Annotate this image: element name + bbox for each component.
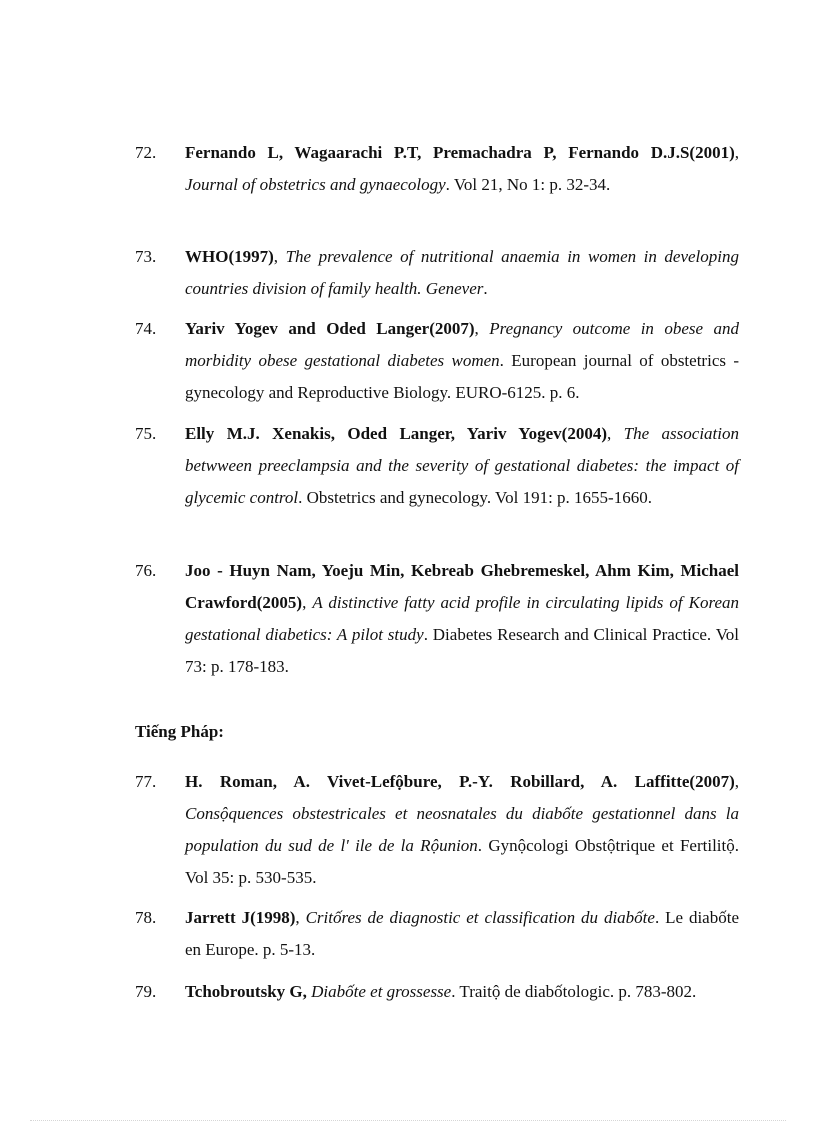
reference-source: . xyxy=(483,279,488,298)
reference-entry xyxy=(135,137,739,201)
reference-separator: , xyxy=(734,772,739,791)
reference-entry xyxy=(135,976,739,1008)
reference-body xyxy=(185,313,739,409)
reference-title: Journal of obstetrics and gynaecology xyxy=(185,175,446,194)
reference-body xyxy=(185,418,739,514)
reference-authors: H. Roman, A. Vivet-Lefộbure, P.-Y. Robillard, A. Laffitte(2007) xyxy=(185,772,735,791)
reference-body xyxy=(185,555,739,683)
reference-title: Consộquences obstestricales et neosnatales du diabốte gestationnel dans la population du sud de l' ile de la Rộunion xyxy=(185,804,739,855)
reference-number: 77. xyxy=(135,772,157,791)
reference-separator: , xyxy=(734,143,739,162)
reference-authors: Tchobroutsky G, xyxy=(185,982,307,1001)
reference-authors: Elly M.J. Xenakis, Oded Langer, Yariv Yogev(2004) xyxy=(185,424,607,443)
reference-authors: Joo - Huyn Nam, Yoeju Min, Kebreab Ghebremeskel, Ahm Kim, Michael Crawford(2005) xyxy=(185,561,739,612)
reference-title: A distinctive fatty acid profile in circulating lipids of Korean gestational diabetics: A pilot study xyxy=(185,593,739,644)
reference-number: 76. xyxy=(135,561,157,580)
reference-source: . European journal of obstetrics - gynecology and Reproductive Biology. EURO-6125. p. 6. xyxy=(185,351,740,402)
reference-separator: , xyxy=(273,247,286,266)
reference-title: Critốres de diagnostic et classification du diabốte xyxy=(305,908,655,927)
reference-entry xyxy=(135,555,739,683)
reference-source: . Vol 21, No 1: p. 32-34. xyxy=(445,175,611,194)
reference-body xyxy=(185,902,739,966)
reference-entry xyxy=(135,241,739,305)
reference-source: . Traitộ de diabốtologic. p. 783-802. xyxy=(451,982,697,1001)
reference-source: . Obstetrics and gynecology. Vol 191: p. 1655-1660. xyxy=(298,488,652,507)
reference-body xyxy=(185,766,739,894)
reference-number: 72. xyxy=(135,143,157,162)
reference-entry xyxy=(135,418,739,514)
reference-entry xyxy=(135,313,739,409)
reference-separator: , xyxy=(474,319,490,338)
reference-title: Pregnancy outcome in obese and morbidity obese gestational diabetes women xyxy=(185,319,740,370)
reference-body xyxy=(185,241,739,305)
reference-authors: WHO(1997) xyxy=(185,247,274,266)
reference-authors: Fernando L, Wagaarachi P.T, Premachadra P, Fernando D.J.S(2001) xyxy=(185,143,735,162)
reference-separator: , xyxy=(295,908,306,927)
reference-number: 79. xyxy=(135,982,157,1001)
reference-source: . Gynộcologi Obstộtrique et Fertilitộ. Vol 35: p. 530-535. xyxy=(185,836,739,887)
reference-separator: , xyxy=(302,593,313,612)
reference-separator: , xyxy=(607,424,624,443)
reference-number: 78. xyxy=(135,908,157,927)
reference-source: . Le diabốte en Europe. p. 5-13. xyxy=(185,908,739,959)
reference-authors: Jarrett J(1998) xyxy=(185,908,296,927)
reference-entry xyxy=(135,902,739,966)
reference-number: 74. xyxy=(135,319,157,338)
reference-source: . Diabetes Research and Clinical Practice. Vol 73: p. 178-183. xyxy=(185,625,740,676)
page-bottom-divider xyxy=(30,1120,786,1121)
reference-body xyxy=(185,137,739,201)
reference-entry xyxy=(135,766,739,894)
reference-title: Diabốte et grossesse xyxy=(311,982,452,1001)
section-heading: Tiếng Pháp: xyxy=(135,722,224,741)
reference-title: The association betwween preeclampsia and the severity of gestational diabetes: the impact of glycemic control xyxy=(185,424,740,507)
reference-number: 73. xyxy=(135,247,157,266)
reference-title: The prevalence of nutritional anaemia in women in developing countries division of family health. Genever xyxy=(185,247,740,298)
reference-body xyxy=(185,976,739,1008)
reference-authors: Yariv Yogev and Oded Langer(2007) xyxy=(185,319,475,338)
reference-number: 75. xyxy=(135,424,157,443)
